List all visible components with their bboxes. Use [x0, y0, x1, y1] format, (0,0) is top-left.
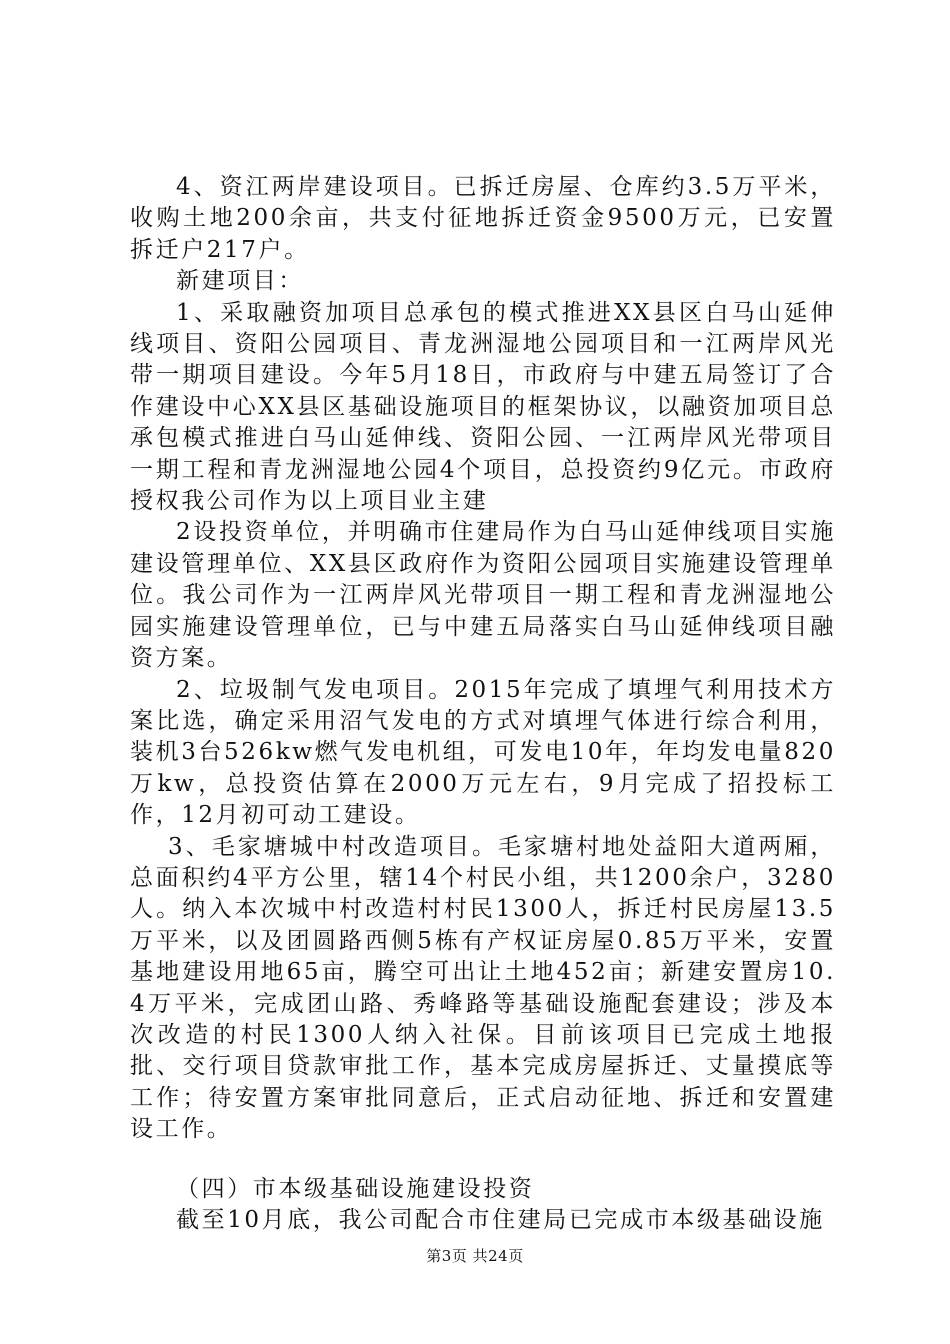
paragraph-landfill-gas-project: 2、垃圾制气发电项目。2015年完成了填埋气利用技术方案比选，确定采用沼气发电的方式对填埋气体进行综合利用，装机3台526kw燃气发电机组，可发电10年，年均发电量820万kw，总投资估算在2000万元左右，9月完成了招投标工作，12月初可动工建设。: [130, 676, 836, 829]
paragraph-new-projects-label: 新建项目：: [176, 268, 304, 295]
paragraph-maojiatang-project: 3、毛家塘城中村改造项目。毛家塘村地处益阳大道两厢，总面积约4平方公里，辖14个村民小组，共1200余户，3280人。纳入本次城中村改造村村民1300人，拆迁村民房屋13.5万平米，以及团圆路西侧5栋有产权证房屋0.85万平米，安置基地建设用地65亩，腾空可出让土地452亩；新建安置房10.4万平米，完成团山路、秀峰路等基础设施配套建设；涉及本次改造的村民1300人纳入社保。目前该项目已完成土地报批、交行项目贷款审批工作，基本完成房屋拆迁、丈量摸底等工作；待安置方案审批同意后，正式启动征地、拆迁和安置建设工作。: [130, 833, 836, 1143]
paragraph-financing-project: 1、采取融资加项目总承包的模式推进XX县区白马山延伸线项目、资阳公园项目、青龙洲湿地公园项目和一江两岸风光带一期项目建设。今年5月18日，市政府与中建五局签订了合作建设中心XX县区基础设施项目的框架协议，以融资加项目总承包模式推进白马山延伸线、资阳公园、一江两岸风光带项目一期工程和青龙洲湿地公园4个项目，总投资约9亿元。市政府授权我公司作为以上项目业主建: [130, 299, 836, 515]
paragraph-investment-unit: 2设投资单位，并明确市住建局作为白马山延伸线项目实施建设管理单位、XX县区政府作为资阳公园项目实施建设管理单位。我公司作为一江两岸风光带项目一期工程和青龙洲湿地公园实施建设管理单位，已与中建五局落实白马山延伸线项目融资方案。: [130, 519, 836, 672]
page-footer: 第3页 共24页: [426, 1247, 524, 1265]
section-heading: （四）市本级基础设施建设投资: [176, 1175, 535, 1202]
paragraph-zijiang-project: 4、资江两岸建设项目。已拆迁房屋、仓库约3.5万平米，收购土地200余亩，共支付征地拆迁资金9500万元，已安置拆迁户217户。: [130, 174, 836, 263]
document-body: [130, 172, 836, 1236]
paragraph-after-heading: 截至10月底，我公司配合市住建局已完成市本级基础设施: [176, 1207, 825, 1233]
